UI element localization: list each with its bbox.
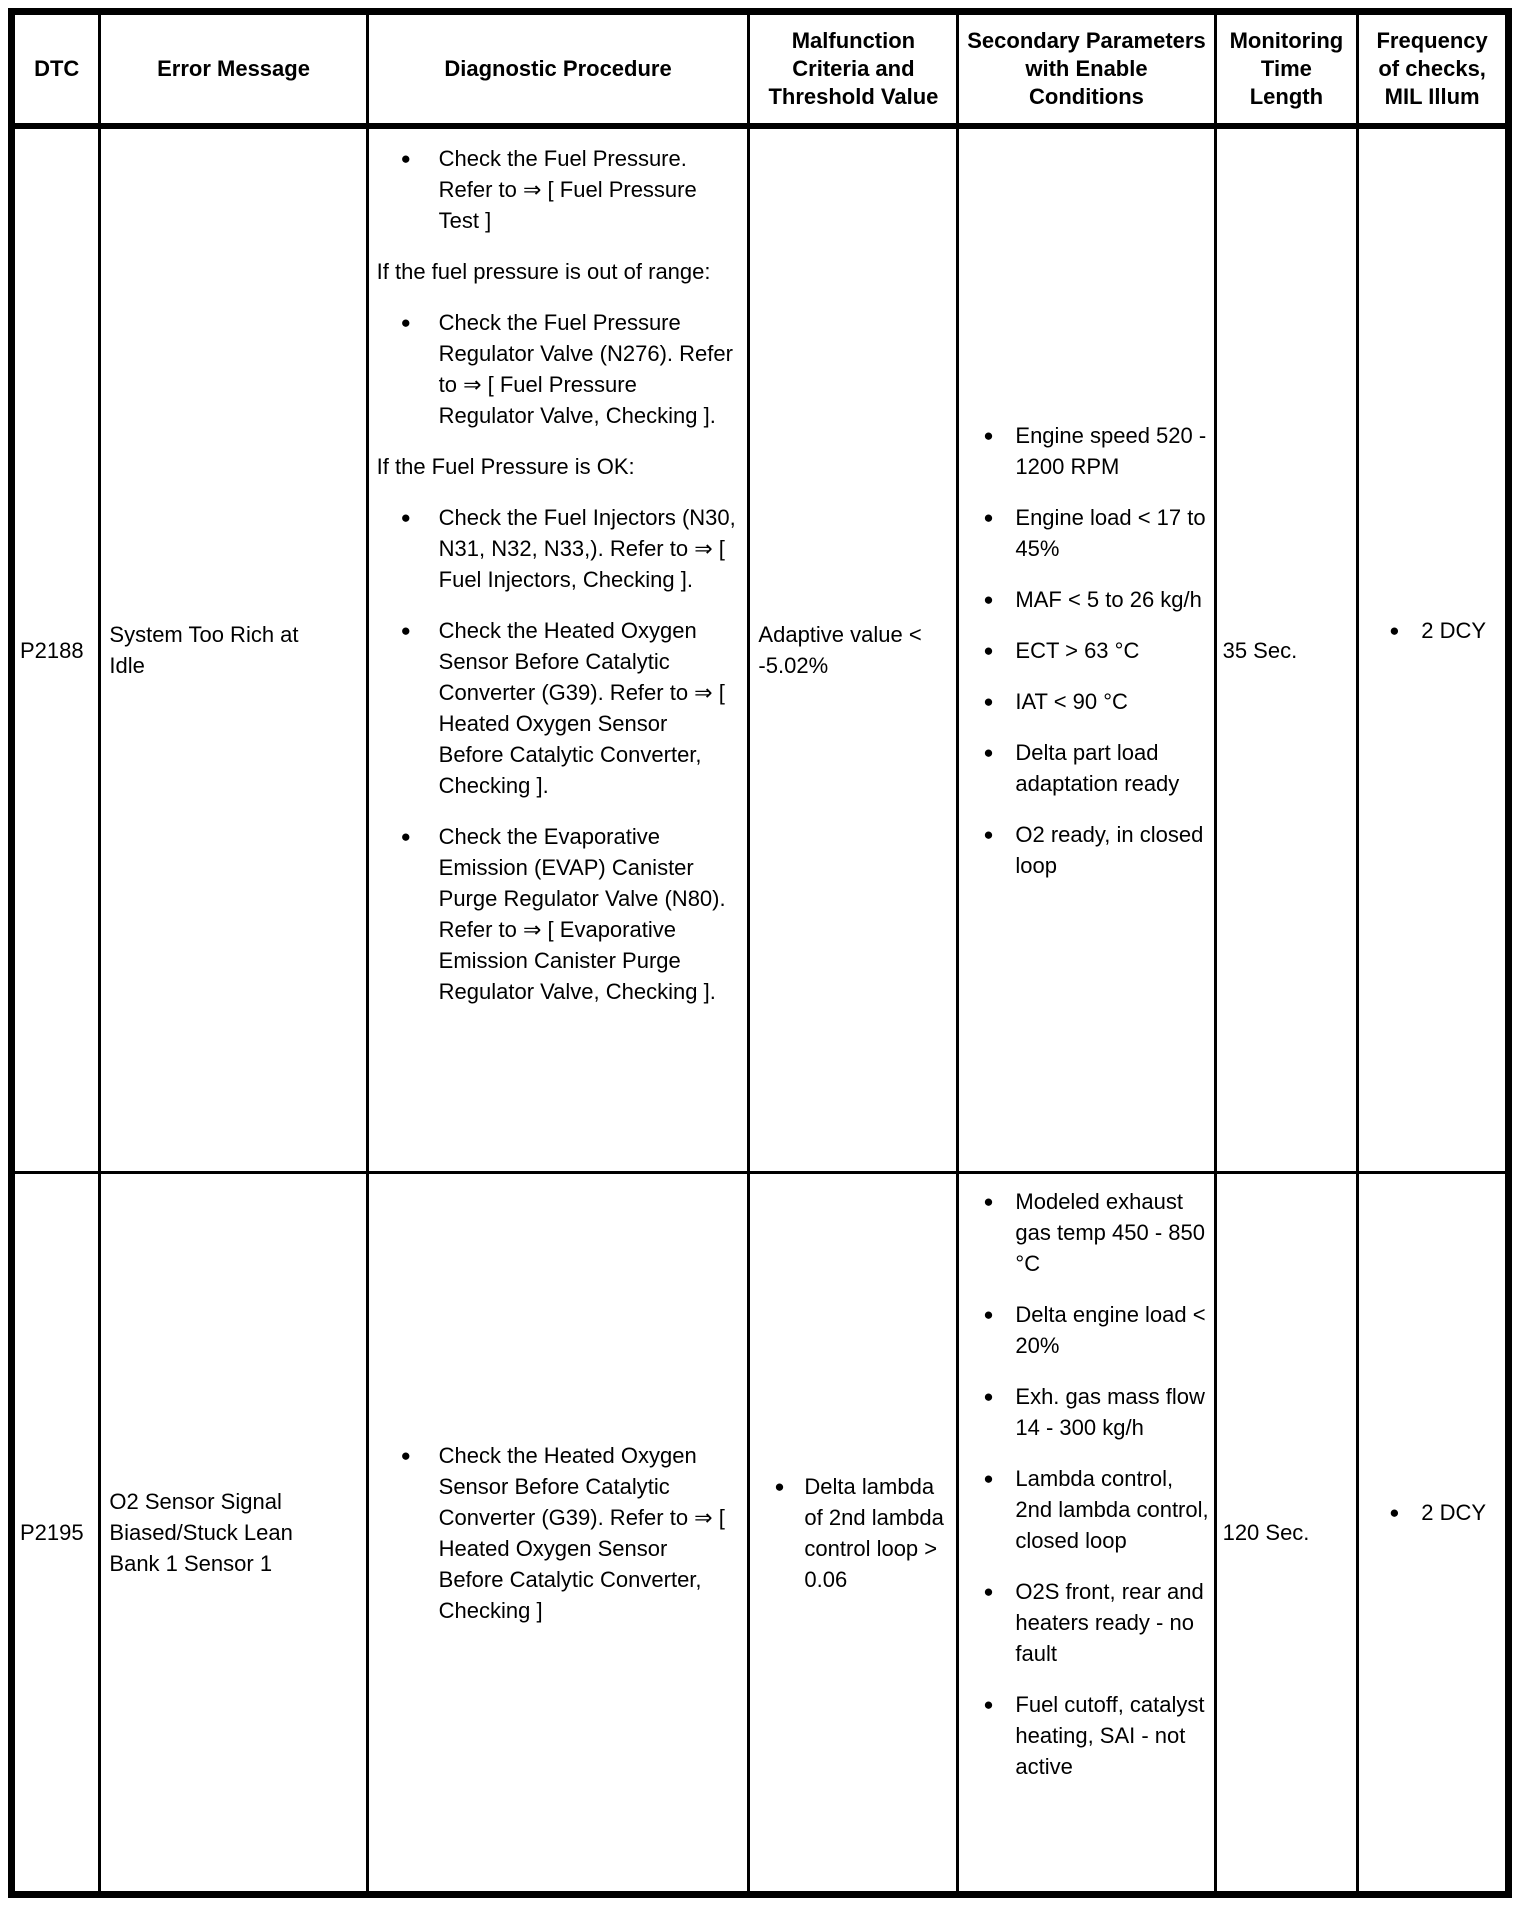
bullet-item <box>1359 1497 1505 1528</box>
bullet-text: Check the Heated Oxygen Sensor Before Catalytic Converter (G39). Refer to ⇒ [ Heated Oxygen Sensor Before Catalytic Converter, Checking ] <box>438 1442 725 1623</box>
bullet-text: 2 DCY <box>1421 617 1487 643</box>
malfunction-criteria-cell <box>749 1173 958 1895</box>
paragraph: Adaptive value < -5.02% <box>758 622 922 678</box>
diagnostic-procedure-list <box>377 1440 738 1626</box>
bullet-icon: ● <box>400 827 411 846</box>
bullet-text: Delta part load adaptation ready <box>1015 739 1180 796</box>
bullet-item <box>967 686 1211 717</box>
bullet-icon: ● <box>983 1469 994 1488</box>
diagnostic-procedure-list <box>377 143 738 1007</box>
bullet-text: Check the Evaporative Emission (EVAP) Canister Purge Regulator Valve (N80). Refer to ⇒ [ Evaporative Emission Canister Purge Regulator Valve, Checking ]. <box>438 824 726 1004</box>
paragraph: If the Fuel Pressure is OK: <box>376 454 635 479</box>
bullet-icon: ● <box>983 1695 994 1714</box>
diagnostic-procedure-cell <box>367 1173 749 1895</box>
bullet-icon: ● <box>400 621 411 640</box>
col-header-dtc: DTC <box>12 12 100 127</box>
error-message: O2 Sensor Signal Biased/Stuck Lean Bank 1 Sensor 1 <box>100 1173 367 1895</box>
bullet-icon: ● <box>400 1445 411 1465</box>
bullet-text: IAT < 90 °C <box>1015 688 1128 714</box>
monitoring-time: 35 Sec. <box>1215 126 1358 1173</box>
secondary-parameters-cell <box>958 126 1215 1173</box>
bullet-item <box>967 502 1211 564</box>
bullet-text: Check the Fuel Pressure Regulator Valve (N276). Refer to ⇒ [ Fuel Pressure Regulator Valve, Checking ]. <box>438 310 733 428</box>
monitoring-time: 120 Sec. <box>1215 1173 1358 1895</box>
col-header-secondary-parameters: Secondary Parameters with Enable Conditions <box>958 12 1215 127</box>
dtc-table <box>8 8 1512 1898</box>
error-message: System Too Rich at Idle <box>100 126 367 1173</box>
diagnostic-procedure-cell <box>367 126 749 1173</box>
bullet-text: Lambda control, 2nd lambda control, closed loop <box>1015 1466 1209 1553</box>
bullet-icon: ● <box>983 425 994 445</box>
table-row-p2195 <box>12 1173 1509 1895</box>
bullet-text: Check the Fuel Injectors (N30, N31, N32, N33,). Refer to ⇒ [ Fuel Injectors, Checking ]. <box>438 505 736 592</box>
bullet-text: Fuel cutoff, catalyst heating, SAI - not active <box>1015 1692 1205 1779</box>
bullet-text: Delta lambda of 2nd lambda control loop > 0.06 <box>804 1473 944 1592</box>
bullet-text: Modeled exhaust gas temp 450 - 850 °C <box>1015 1189 1205 1276</box>
bullet-icon: ● <box>983 1305 994 1324</box>
col-header-malfunction-criteria: Malfunction Criteria and Threshold Value <box>749 12 958 127</box>
dtc-code: P2188 <box>12 126 100 1173</box>
table-row-p2188 <box>12 126 1509 1173</box>
bullet-item <box>967 1186 1211 1279</box>
frequency-list <box>1359 1497 1505 1528</box>
bullet-item <box>967 737 1211 799</box>
bullet-text: Engine load < 17 to 45% <box>1015 504 1206 561</box>
malfunction-criteria-list <box>758 1471 946 1595</box>
bullet-item <box>967 1689 1211 1782</box>
bullet-icon: ● <box>983 1387 994 1406</box>
col-header-error-message: Error Message <box>100 12 367 127</box>
bullet-item <box>967 1463 1211 1556</box>
bullet-text: Check the Heated Oxygen Sensor Before Catalytic Converter (G39). Refer to ⇒ [ Heated Oxygen Sensor Before Catalytic Converter, Checking ]. <box>438 618 725 798</box>
bullet-icon: ● <box>983 1192 994 1211</box>
bullet-text: O2 ready, in closed loop <box>1015 821 1204 878</box>
bullet-item <box>377 143 738 236</box>
bullet-text: Exh. gas mass flow 14 - 300 kg/h <box>1015 1384 1205 1440</box>
bullet-text: Delta engine load < 20% <box>1015 1302 1206 1358</box>
malfunction-criteria-list <box>758 619 946 681</box>
dtc-code: P2195 <box>12 1173 100 1895</box>
malfunction-criteria-cell <box>749 126 958 1173</box>
bullet-text: ECT > 63 °C <box>1015 637 1140 663</box>
bullet-item <box>377 1440 738 1626</box>
bullet-icon: ● <box>1389 1503 1400 1522</box>
col-header-diagnostic-procedure: Diagnostic Procedure <box>367 12 749 127</box>
bullet-item <box>967 420 1211 482</box>
bullet-text: O2S front, rear and heaters ready - no fault <box>1015 1579 1204 1666</box>
secondary-parameters-list <box>967 1186 1211 1782</box>
bullet-icon: ● <box>400 149 411 168</box>
bullet-icon: ● <box>983 640 994 660</box>
bullet-item <box>967 819 1211 881</box>
bullet-item <box>1359 615 1505 646</box>
bullet-text: MAF < 5 to 26 kg/h <box>1015 586 1202 612</box>
bullet-item <box>967 584 1211 615</box>
col-header-monitoring-time: Monitoring Time Length <box>1215 12 1358 127</box>
col-header-frequency: Frequency of checks, MIL Illum <box>1358 12 1509 127</box>
bullet-icon: ● <box>400 313 411 332</box>
bullet-icon: ● <box>1389 620 1400 640</box>
bullet-item <box>967 1576 1211 1669</box>
secondary-parameters-cell <box>958 1173 1215 1895</box>
bullet-icon: ● <box>774 1476 785 1496</box>
bullet-text: Engine speed 520 - 1200 RPM <box>1015 422 1207 479</box>
bullet-item <box>758 1471 946 1595</box>
bullet-item <box>967 1381 1211 1443</box>
bullet-icon: ● <box>983 589 994 609</box>
header-row <box>12 12 1509 127</box>
bullet-icon: ● <box>983 691 994 711</box>
bullet-icon: ● <box>983 1582 994 1601</box>
bullet-icon: ● <box>983 507 994 527</box>
frequency-list <box>1359 615 1505 646</box>
bullet-item <box>377 821 738 1007</box>
bullet-item <box>377 502 738 595</box>
bullet-item <box>967 1299 1211 1361</box>
bullet-text: Check the Fuel Pressure. Refer to ⇒ [ Fuel Pressure Test ] <box>438 146 697 233</box>
bullet-item <box>967 635 1211 666</box>
bullet-icon: ● <box>983 742 994 762</box>
bullet-item <box>377 307 738 431</box>
bullet-icon: ● <box>400 508 411 527</box>
paragraph: If the fuel pressure is out of range: <box>376 259 711 284</box>
frequency-cell <box>1358 126 1509 1173</box>
frequency-cell <box>1358 1173 1509 1895</box>
bullet-item <box>377 615 738 801</box>
secondary-parameters-list <box>967 420 1211 881</box>
bullet-text: 2 DCY <box>1421 1500 1487 1525</box>
bullet-icon: ● <box>983 824 994 844</box>
